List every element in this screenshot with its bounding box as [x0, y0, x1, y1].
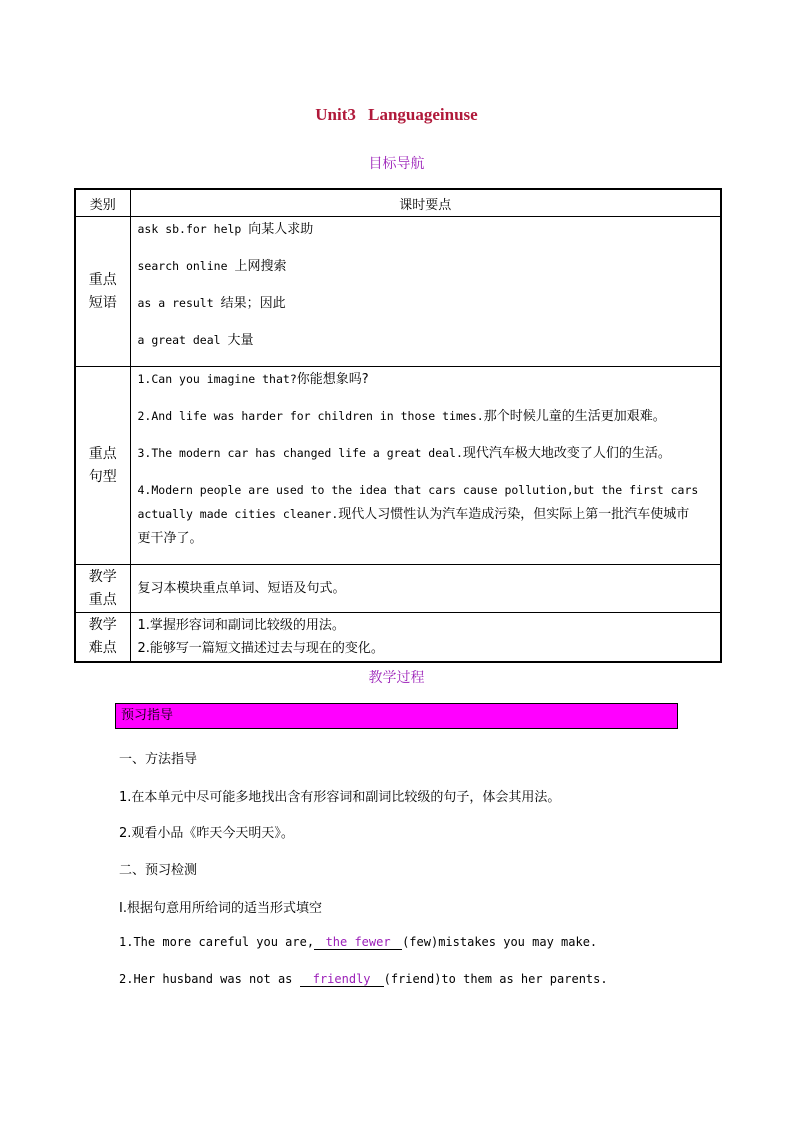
answer-blank: friendly [300, 972, 384, 987]
list-item: ask sb.for help 向某人求助 [137, 222, 314, 237]
table-row [75, 565, 721, 613]
key-sentences-cell [130, 367, 721, 565]
list-item: 1.Can you imagine that?你能想象吗? [137, 372, 369, 387]
table-row [75, 217, 721, 367]
table-row [75, 367, 721, 565]
exercise-instructions: Ⅰ.根据句意用所给词的适当形式填空 [119, 901, 322, 916]
category-teaching-difficulty: 教学 难点 [75, 613, 130, 663]
teaching-key-cell: 复习本模块重点单词、短语及句式。 [130, 565, 721, 613]
table-header-row [75, 189, 721, 217]
preview-guide-banner: 预习指导 [115, 703, 678, 729]
list-item: 4.Modern people are used to the idea that cars cause pollution,but the first cars actually made cities cleaner.现代人习惯性认为汽车造成污染，但实际上第一批汽车使城市 更干净了。 [137, 483, 699, 546]
category-teaching-key: 教学 重点 [75, 565, 130, 613]
list-item: 2.And life was harder for children in those times.那个时候儿童的生活更加艰难。 [137, 409, 666, 424]
list-item: 1.掌握形容词和副词比较级的用法。 [137, 618, 345, 633]
category-key-phrases: 重点 短语 [75, 217, 130, 367]
preview-test-heading: 二、预习检测 [119, 863, 198, 878]
page-title: Unit3 Languageinuse [315, 105, 478, 124]
answer-blank: the fewer [314, 935, 402, 950]
list-item: 2.观看小品《昨天今天明天》。 [119, 826, 294, 841]
list-item: 1.在本单元中尽可能多地找出含有形容词和副词比较级的句子，体会其用法。 [119, 790, 561, 805]
list-item: 2.能够写一篇短文描述过去与现在的变化。 [137, 641, 384, 656]
list-item: a great deal 大量 [137, 333, 254, 348]
method-guide-heading: 一、方法指导 [119, 752, 198, 767]
list-item: 3.The modern car has changed life a great deal.现代汽车极大地改变了人们的生活。 [137, 446, 671, 461]
table-row [75, 613, 721, 663]
goal-navigation-heading: 目标导航 [368, 156, 425, 172]
key-phrases-cell [130, 217, 721, 367]
list-item: as a result 结果；因此 [137, 296, 286, 311]
exercise-item: 1.The more careful you are, the fewer (few)mistakes you may make. [119, 935, 598, 949]
teaching-process-heading: 教学过程 [368, 670, 425, 686]
lesson-plan-table [74, 188, 722, 663]
header-points: 课时要点 [130, 189, 721, 217]
list-item: search online 上网搜索 [137, 259, 287, 274]
category-key-sentences: 重点 句型 [75, 367, 130, 565]
teaching-difficulty-cell [130, 613, 721, 663]
exercise-item: 2.Her husband was not as friendly (friend)to them as her parents. [119, 972, 608, 986]
header-category: 类别 [75, 189, 130, 217]
